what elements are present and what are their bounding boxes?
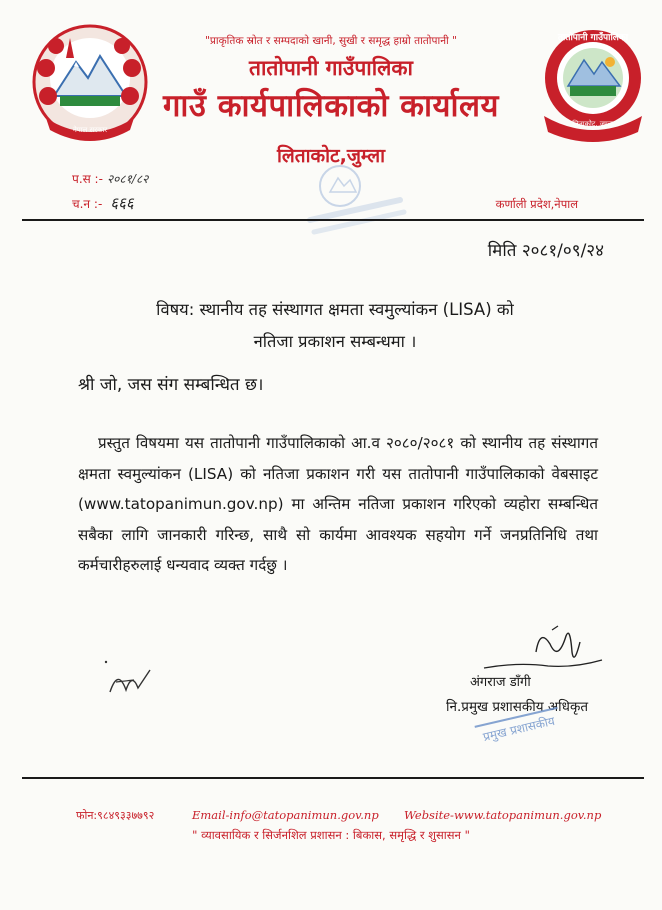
signature-icon: [478, 622, 608, 678]
province-label: कर्णाली प्रदेश,नेपाल: [495, 197, 578, 211]
footer-motto: " व्यावसायिक र सिर्जनशिल प्रशासन : बिकास, समृद्धि र शुसासन ": [192, 828, 470, 842]
dispatch-number-value: ६६६: [110, 194, 134, 212]
letter-number-value: २०८१/८२: [106, 172, 149, 186]
signer-title: नि.प्रमुख प्रशासकीय अधिकृत: [446, 699, 589, 715]
office-stamp-icon: [300, 160, 410, 240]
letter-body: [78, 428, 598, 581]
initials-icon: [104, 660, 164, 700]
footer-phone: फोन:९८४९३३७७९२: [76, 809, 155, 822]
footer-website-link[interactable]: Website-www.tatopanimun.gov.np: [404, 808, 602, 822]
emblem-right-top-text: तातोपानी गाउँपालिका: [557, 33, 629, 43]
letter-subject: [80, 294, 590, 358]
emblem-right-bottom-text: लिताकोट, जुम्ला: [572, 120, 614, 128]
footer-divider: [22, 777, 644, 779]
letter-number: [72, 170, 148, 187]
official-stamp-text: प्रमुख प्रशासकीय: [481, 713, 557, 745]
dispatch-number-label: च.न :-: [72, 197, 103, 211]
office-location: लिताकोट,जुम्ला: [276, 145, 386, 167]
footer-email-link[interactable]: Email-info@tatopanimun.gov.np: [192, 808, 379, 822]
subject-line-2: नतिजा प्रकाशन सम्बन्धमा ।: [253, 332, 417, 351]
letter-body-paragraph: प्रस्तुत विषयमा यस तातोपानी गाउँपालिकाको आ.व २०८०/२०८१ को स्थानीय तह संस्थागत क्षमता स्वमुल्यांकन (LISA) को नतिजा प्रकाशन गरी यस तातोपानी गाउँपालिकाको वेबसाइट (www.tatopanimun.gov.np) मा अन्तिम नतिजा प्रकाशन गरिएको व्यहोरा सम्बन्धित सबैका लागि जानकारी गरिन्छ, साथै सो कार्यमा आवश्यक सहयोग गर्ने जनप्रतिनिधि तथा कर्मचारीहरुलाई धन्यवाद व्यक्त गर्दछु ।: [78, 434, 598, 574]
emblem-left-bottom-text: नेपाल सरकार: [72, 126, 108, 134]
header-motto: "प्राकृतिक स्रोत र सम्पदाको खानी, सुखी र समृद्ध हाम्रो तातोपानी ": [205, 35, 457, 47]
dispatch-number: [72, 193, 134, 213]
letter-date: मिति २०८१/०९/२४: [487, 241, 604, 261]
letter-addressee: श्री जो, जस संग सम्बन्धित छ।: [78, 375, 264, 395]
signer-name: अंगराज डाँगी: [470, 675, 531, 690]
subject-line-1: विषय: स्थानीय तह संस्थागत क्षमता स्वमुल्यांकन (LISA) को: [156, 300, 514, 319]
office-title: गाउँ कार्यपालिकाको कार्यालय: [162, 88, 500, 124]
office-name: तातोपानी गाउँपालिका: [249, 56, 413, 80]
letter-number-label: प.स :-: [72, 172, 103, 186]
header-divider: [22, 219, 644, 221]
